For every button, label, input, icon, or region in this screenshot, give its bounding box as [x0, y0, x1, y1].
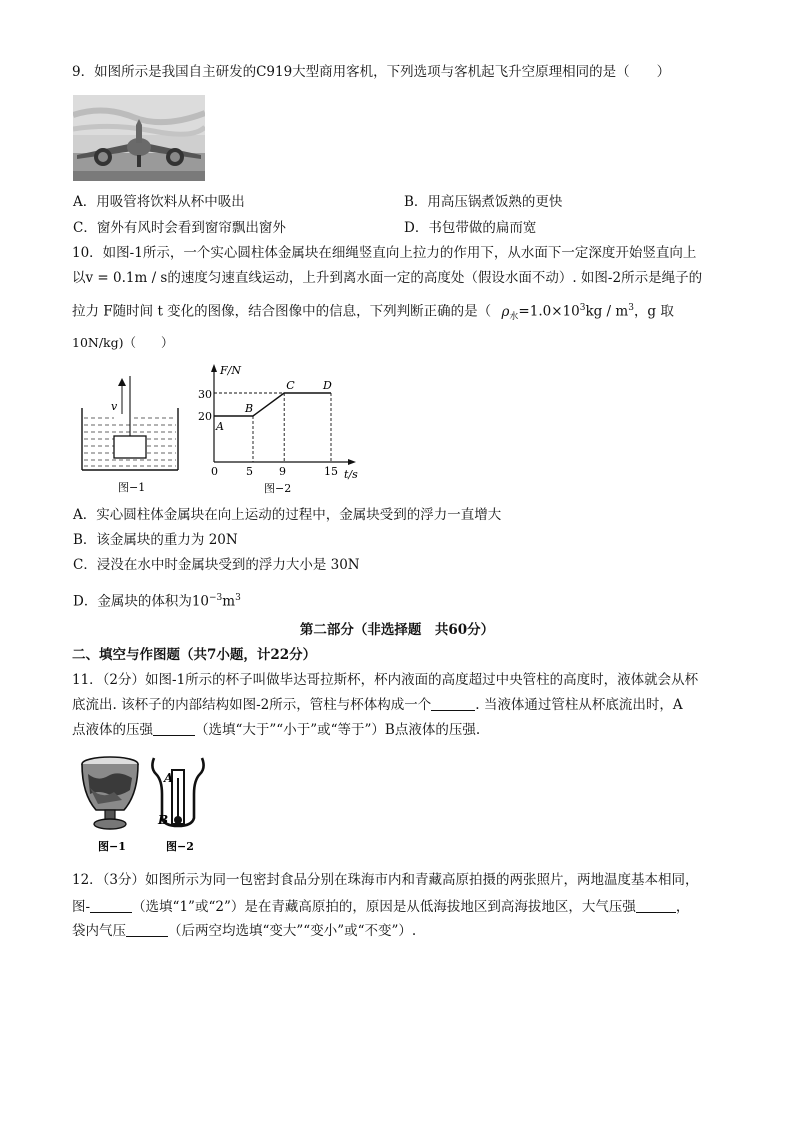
y-axis-label: F/N — [220, 364, 241, 377]
q10-stem-line3 — [72, 298, 674, 327]
fig1-caption: 图−1 — [118, 481, 146, 494]
x-tick-9: 9 — [279, 465, 286, 478]
point-label-d: D — [323, 379, 332, 392]
q12-line2-c: ， — [675, 899, 690, 915]
x-axis-label: t/s — [344, 468, 358, 481]
rho-exponent: 3 — [579, 303, 586, 313]
rho-symbol: ρ — [501, 303, 510, 320]
q11-line2 — [72, 695, 683, 715]
q10-stem-line3-b: ，g 取 — [633, 303, 674, 320]
q12-line2-a: 图- — [72, 899, 91, 915]
q10-stem-line2: 以v = 0.1m / s的速度匀速直线运动，上升到离水面一定的高度处（假设水面不动）. 如图-2所示是绳子的 — [72, 270, 703, 286]
x-tick-15: 15 — [324, 465, 338, 478]
q10-option-d-text: D．金属块的体积为10 — [73, 593, 210, 610]
q12-line3-b: （后两空均选填“变大”“变小”或“不变”）. — [168, 923, 417, 939]
q11-line2-b: . 当液体通过管柱从杯底流出时，A — [475, 697, 683, 713]
q12-line1: 12．（3分）如图所示为同一包密封食品分别在珠海市内和青藏高原拍摄的两张照片，两地温度基本相同， — [72, 872, 699, 888]
q9-option-d: D．书包带做的扁而宽 — [404, 220, 537, 236]
point-label-a: A — [216, 420, 224, 433]
q9-stem: 9．如图所示是我国自主研发的C919大型商用客机，下列选项与客机起飞升空原理相同的是（ ） — [72, 64, 671, 80]
velocity-label: v — [111, 400, 118, 413]
q10-stem-line4: 10N/kg)（ ） — [72, 335, 174, 350]
q11-line3-a: 点液体的压强 — [72, 722, 153, 738]
point-label-c: C — [286, 379, 295, 392]
q11-blank-1[interactable] — [431, 696, 475, 711]
pythagoras-cup-photo — [82, 757, 138, 853]
q9-option-a: A．用吸管将饮料从杯中吸出 — [73, 194, 245, 210]
fig2-caption: 图−2 — [264, 482, 292, 495]
q12-blank-3[interactable] — [126, 922, 168, 937]
q11-line2-a: 底流出. 该杯子的内部结构如图-2所示，管柱与杯体构成一个 — [72, 697, 432, 713]
part2-title: 第二部分（非选择题 共60分） — [299, 622, 495, 638]
q11-blank-2[interactable] — [153, 721, 195, 736]
y-tick-20: 20 — [198, 410, 212, 423]
q11-line1: 11．（2分）如图-1所示的杯子叫做毕达哥拉斯杯，杯内液面的高度超过中央管柱的高度时，液体就会从杯 — [72, 672, 699, 688]
q10-option-c: C．浸没在水中时金属块受到的浮力大小是 30N — [73, 557, 360, 573]
q11-fig2-caption: 图−2 — [166, 840, 194, 853]
section-2-heading: 二、填空与作图题（共7小题，计22分） — [72, 647, 317, 663]
q12-blank-1[interactable] — [90, 898, 132, 913]
q10-stem-line1: 10．如图-1所示，一个实心圆柱体金属块在细绳竖直向上拉力的作用下，从水面下一定深度开始竖直向上 — [72, 245, 697, 261]
q10-option-a: A．实心圆柱体金属块在向上运动的过程中，金属块受到的浮力一直增大 — [73, 507, 502, 523]
x-tick-0: 0 — [211, 465, 218, 478]
rho-subscript: 水 — [509, 312, 519, 323]
x-tick-5: 5 — [246, 465, 253, 478]
q12-blank-2[interactable] — [636, 898, 676, 913]
rho-unit: kg / m — [585, 303, 629, 320]
q12-line3-a: 袋内气压 — [72, 923, 126, 939]
q10-option-b: B．该金属块的重力为 20N — [73, 532, 238, 548]
q12-line3 — [72, 921, 416, 941]
y-tick-30: 30 — [198, 388, 212, 401]
c919-airplane-photo — [73, 95, 205, 181]
q12-line2-b: （选填“1”或“2”）是在青藏高原拍的，原因是从低海拔地区到高海拔地区，大气压强 — [132, 899, 636, 915]
point-b-label: B — [158, 813, 169, 827]
q10-option-d — [73, 588, 241, 612]
q10-option-d-unit: m — [222, 593, 236, 610]
point-a-label: A — [164, 771, 174, 785]
q9-option-c: C．窗外有风时会看到窗帘飘出窗外 — [73, 220, 286, 236]
q10-option-d-exponent: −3 — [209, 593, 223, 603]
q11-figures — [78, 754, 223, 858]
q11-line3-b: （选填“大于”“小于”或“等于”）B点液体的压强. — [195, 722, 481, 738]
q10-option-d-unit-exponent: 3 — [235, 593, 241, 603]
force-time-line — [214, 393, 331, 416]
rho-unit-exponent: 3 — [628, 303, 634, 313]
q10-stem-line3-a: 拉力 F随时间 t 变化的图像，结合图像中的信息，下列判断正确的是（ — [72, 303, 492, 320]
q10-figure-1 — [80, 372, 180, 497]
point-label-b: B — [245, 402, 254, 415]
pythagoras-cup-diagram — [152, 758, 203, 853]
q9-option-b: B．用高压锅煮饭熟的更快 — [404, 194, 563, 210]
q11-fig1-caption: 图−1 — [98, 840, 126, 853]
q11-line3 — [72, 720, 480, 740]
q12-line2 — [72, 897, 689, 917]
rho-value: =1.0×10 — [518, 303, 580, 320]
q10-figure-2 — [194, 362, 370, 498]
